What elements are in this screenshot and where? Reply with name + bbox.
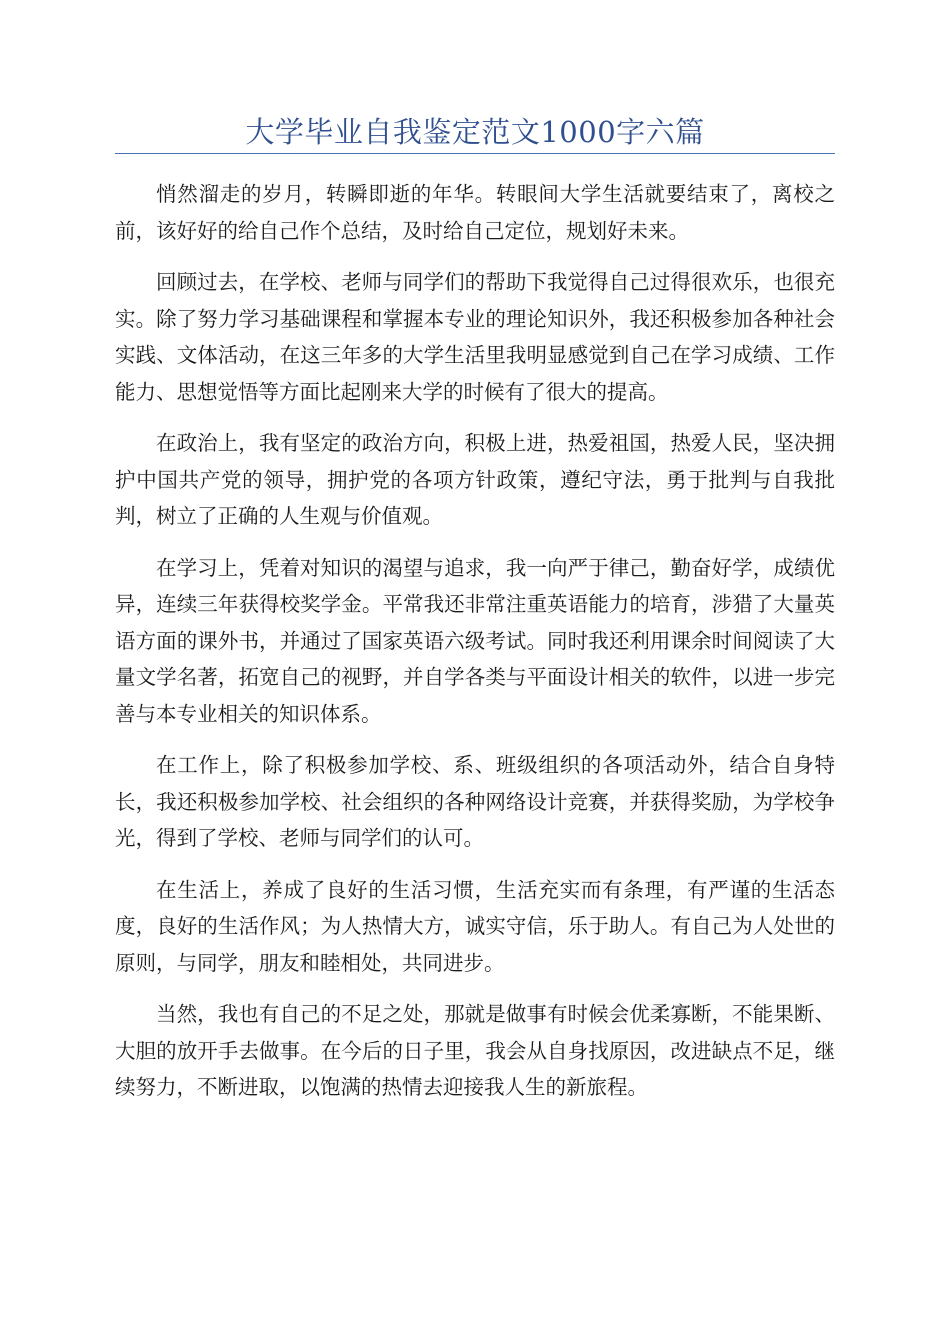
paragraph-study: 在学习上，凭着对知识的渴望与追求，我一向严于律己，勤奋好学，成绩优异，连续三年获得校奖学金。平常我还非常注重英语能力的培育，涉猎了大量英语方面的课外书，并通过了国家英语六级考试。同时我还利用课余时间阅读了大量文学名著，拓宽自己的视野，并自学各类与平面设计相关的软件，以进一步完善与本专业相关的知识体系。 [115, 555, 835, 726]
paragraph-work: 在工作上，除了积极参加学校、系、班级组织的各项活动外，结合自身特长，我还积极参加学校、社会组织的各种网络设计竞赛，并获得奖励，为学校争光，得到了学校、老师与同学们的认可。 [115, 753, 835, 850]
document-body [115, 176, 835, 1121]
title-underline [115, 153, 835, 154]
paragraph-intro: 悄然溜走的岁月，转瞬即逝的年华。转眼间大学生活就要结束了，离校之前，该好好的给自己作个总结，及时给自己定位，规划好未来。 [115, 182, 835, 243]
paragraph-review: 回顾过去，在学校、老师与同学们的帮助下我觉得自己过得很欢乐，也很充实。除了努力学习基础课程和掌握本专业的理论知识外，我还积极参加各种社会实践、文体活动，在这三年多的大学生活里我明显感觉到自己在学习成绩、工作能力、思想觉悟等方面比起刚来大学的时候有了很大的提高。 [115, 270, 835, 404]
paragraph-life: 在生活上，养成了良好的生活习惯，生活充实而有条理，有严谨的生活态度，良好的生活作风；为人热情大方，诚实守信，乐于助人。有自己为人处世的原则，与同学，朋友和睦相处，共同进步。 [115, 877, 835, 975]
paragraph-shortcomings: 当然，我也有自己的不足之处，那就是做事有时候会优柔寡断，不能果断、大胆的放开手去做事。在今后的日子里，我会从自身找原因，改进缺点不足，继续努力，不断进取，以饱满的热情去迎接我人生的新旅程。 [115, 1002, 835, 1099]
paragraph-politics: 在政治上，我有坚定的政治方向，积极上进，热爱祖国，热爱人民，坚决拥护中国共产党的领导，拥护党的各项方针政策，遵纪守法，勇于批判与自我批判，树立了正确的人生观与价值观。 [115, 431, 835, 528]
document-title: 大学毕业自我鉴定范文1000字六篇 [245, 115, 705, 149]
